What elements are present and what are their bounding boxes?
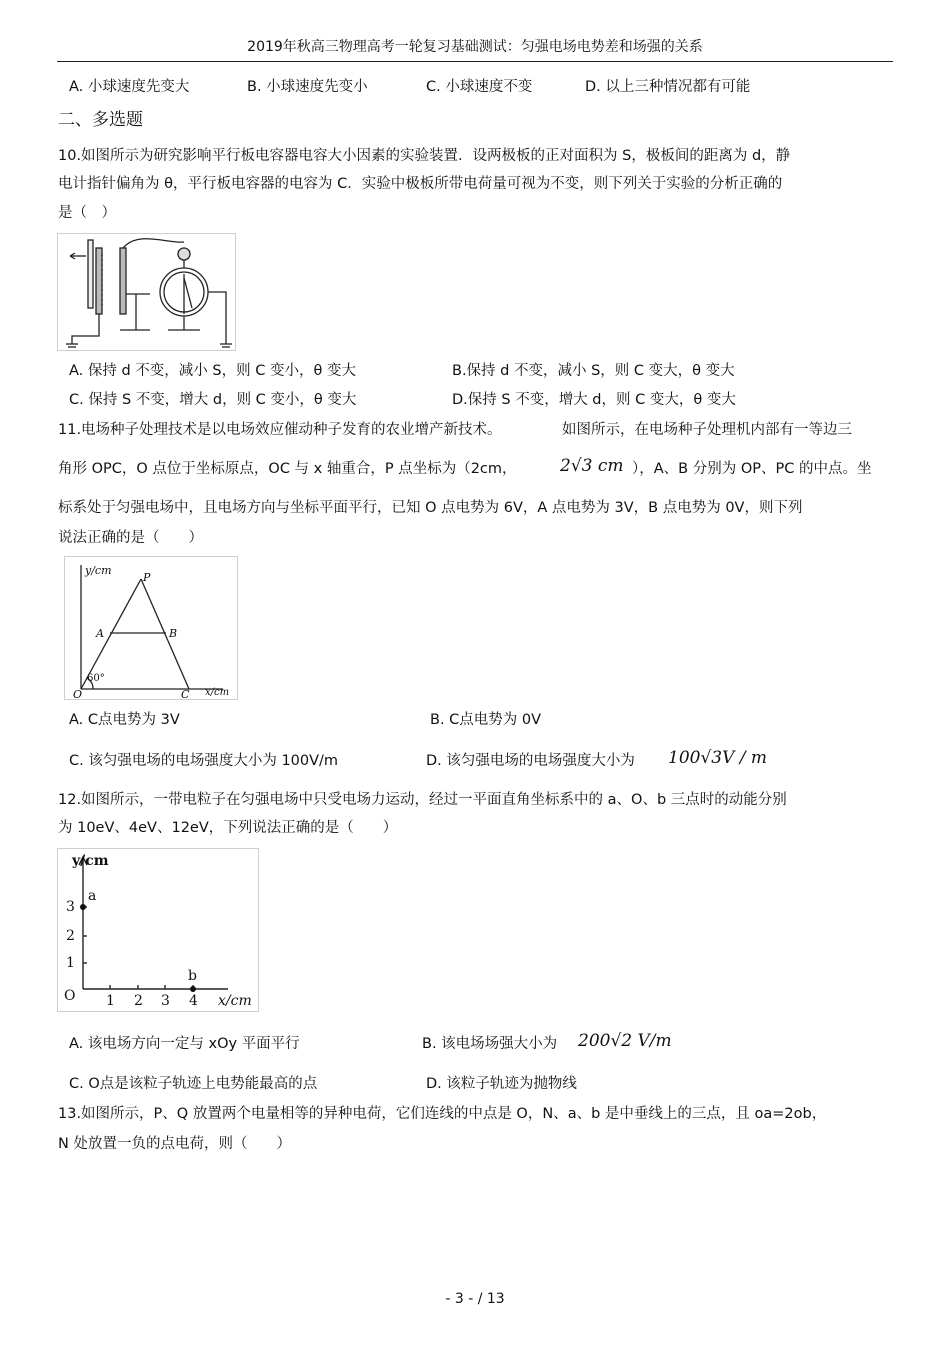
origin-label: O [64, 988, 76, 1004]
point-a-label: A [96, 627, 104, 640]
y-tick-label-2: 2 [66, 928, 75, 944]
q13-line1: 13.如图所示，P、Q 放置两个电量相等的异种电荷，它们连线的中点是 O，N、a、b 是中垂线上的三点，且 oa=2ob， [58, 1106, 827, 1122]
y-axis-label: y/cm [72, 853, 109, 869]
q11-line2a: 角形 OPC，O 点位于坐标原点，OC 与 x 轴重合，P 点坐标为（2cm， [58, 461, 517, 477]
q9-option-b: B. 小球速度先变小 [247, 79, 368, 95]
q10-option-d: D.保持 S 不变，增大 d，则 C 变大，θ 变大 [452, 392, 736, 408]
q11-p-y-coordinate: 2√3 cm [560, 456, 624, 476]
x-tick-label-4: 4 [189, 993, 198, 1009]
q12-option-b: B. 该电场场强大小为 [422, 1036, 558, 1052]
page-number: - 3 - / 13 [445, 1291, 505, 1307]
q11-line1a: 11.电场种子处理技术是以电场效应催动种子发育的农业增产新技术。 [58, 422, 502, 438]
q10-line2: 电计指针偏角为 θ，平行板电容器的电容为 C．实验中极板所带电荷量可视为不变，则下列关于实验的分析正确的 [58, 176, 783, 192]
x-tick-label-2: 2 [134, 993, 143, 1009]
y-axis-label: y/cm [85, 564, 112, 577]
q9-option-d: D. 以上三种情况都有可能 [585, 79, 751, 95]
point-o-label: O [73, 688, 83, 699]
y-tick-label-3: 3 [66, 899, 75, 915]
q11-triangle-figure [64, 556, 238, 700]
point-p-label: P [143, 571, 151, 584]
q13-line2: N 处放置一负的点电荷，则（ ） [58, 1136, 291, 1152]
side-pc [141, 579, 189, 689]
x-tick-label-3: 3 [161, 993, 170, 1009]
q11-option-c: C. 该匀强电场的电场强度大小为 100V/m [69, 753, 339, 769]
q12-coordinate-figure [57, 848, 259, 1012]
q12-option-b-value: 200√2 V/m [578, 1031, 672, 1051]
q11-line3: 标系处于匀强电场中，且电场方向与坐标平面平行，已知 O 点电势为 6V，A 点电势为 3V，B 点电势为 0V，则下列 [58, 500, 803, 516]
q10-line1: 10.如图所示为研究影响平行板电容器电容大小因素的实验装置．设两极板的正对面积为 S，极板间的距离为 d，静 [58, 148, 791, 164]
q12-option-a: A. 该电场方向一定与 xOy 平面平行 [69, 1036, 300, 1052]
q9-option-c: C. 小球速度不变 [426, 79, 533, 95]
point-a-label: a [88, 888, 97, 904]
q11-option-a: A. C点电势为 3V [69, 712, 180, 728]
q11-line4: 说法正确的是（ ） [58, 530, 203, 546]
x-axis-label: x/cm [218, 993, 252, 1009]
capacitor-apparatus-drawing [58, 234, 235, 350]
angle-label: 60° [87, 673, 105, 684]
q11-option-b: B. C点电势为 0V [430, 712, 542, 728]
point-a-marker [80, 904, 86, 910]
point-c-label: C [181, 688, 190, 699]
q10-option-b: B.保持 d 不变，减小 S，则 C 变大，θ 变大 [452, 363, 735, 379]
q11-option-d: D. 该匀强电场的电场强度大小为 [426, 753, 635, 769]
q12-line1: 12.如图所示，一带电粒子在匀强电场中只受电场力运动，经过一平面直角坐标系中的 a、O、b 三点时的动能分别 [58, 792, 787, 808]
q11-line1b: 如图所示，在电场种子处理机内部有一等边三 [562, 422, 852, 438]
y-tick-label-1: 1 [66, 955, 75, 971]
q12-option-c: C. O点是该粒子轨迹上电势能最高的点 [69, 1076, 318, 1092]
triangle-opc-diagram [65, 557, 237, 699]
point-b-label: b [188, 968, 197, 984]
q10-option-a: A. 保持 d 不变，减小 S，则 C 变小，θ 变大 [69, 363, 356, 379]
q10-line3: 是（ ） [58, 205, 116, 221]
q11-line2b: ），A、B 分别为 OP、PC 的中点。坐 [632, 461, 872, 477]
q12-option-d: D. 该粒子轨迹为抛物线 [426, 1076, 577, 1092]
q11-option-d-value: 100√3V / m [668, 748, 768, 768]
page-header: 2019年秋高三物理高考一轮复习基础测试：匀强电场电势差和场强的关系 [247, 39, 703, 55]
x-axis-label: x/cm [205, 687, 230, 698]
q10-capacitor-figure [57, 233, 236, 351]
section-title-multi-choice: 二、多选题 [58, 110, 143, 130]
point-b-label: B [169, 627, 178, 640]
q10-option-c: C. 保持 S 不变，增大 d，则 C 变小，θ 变大 [69, 392, 357, 408]
header-rule [57, 61, 893, 62]
q12-axes-diagram [58, 849, 258, 1011]
q12-line2: 为 10eV、4eV、12eV，下列说法正确的是（ ） [58, 820, 398, 836]
point-b-marker [190, 986, 196, 992]
x-tick-label-1: 1 [106, 993, 115, 1009]
q9-option-a: A. 小球速度先变大 [69, 79, 190, 95]
